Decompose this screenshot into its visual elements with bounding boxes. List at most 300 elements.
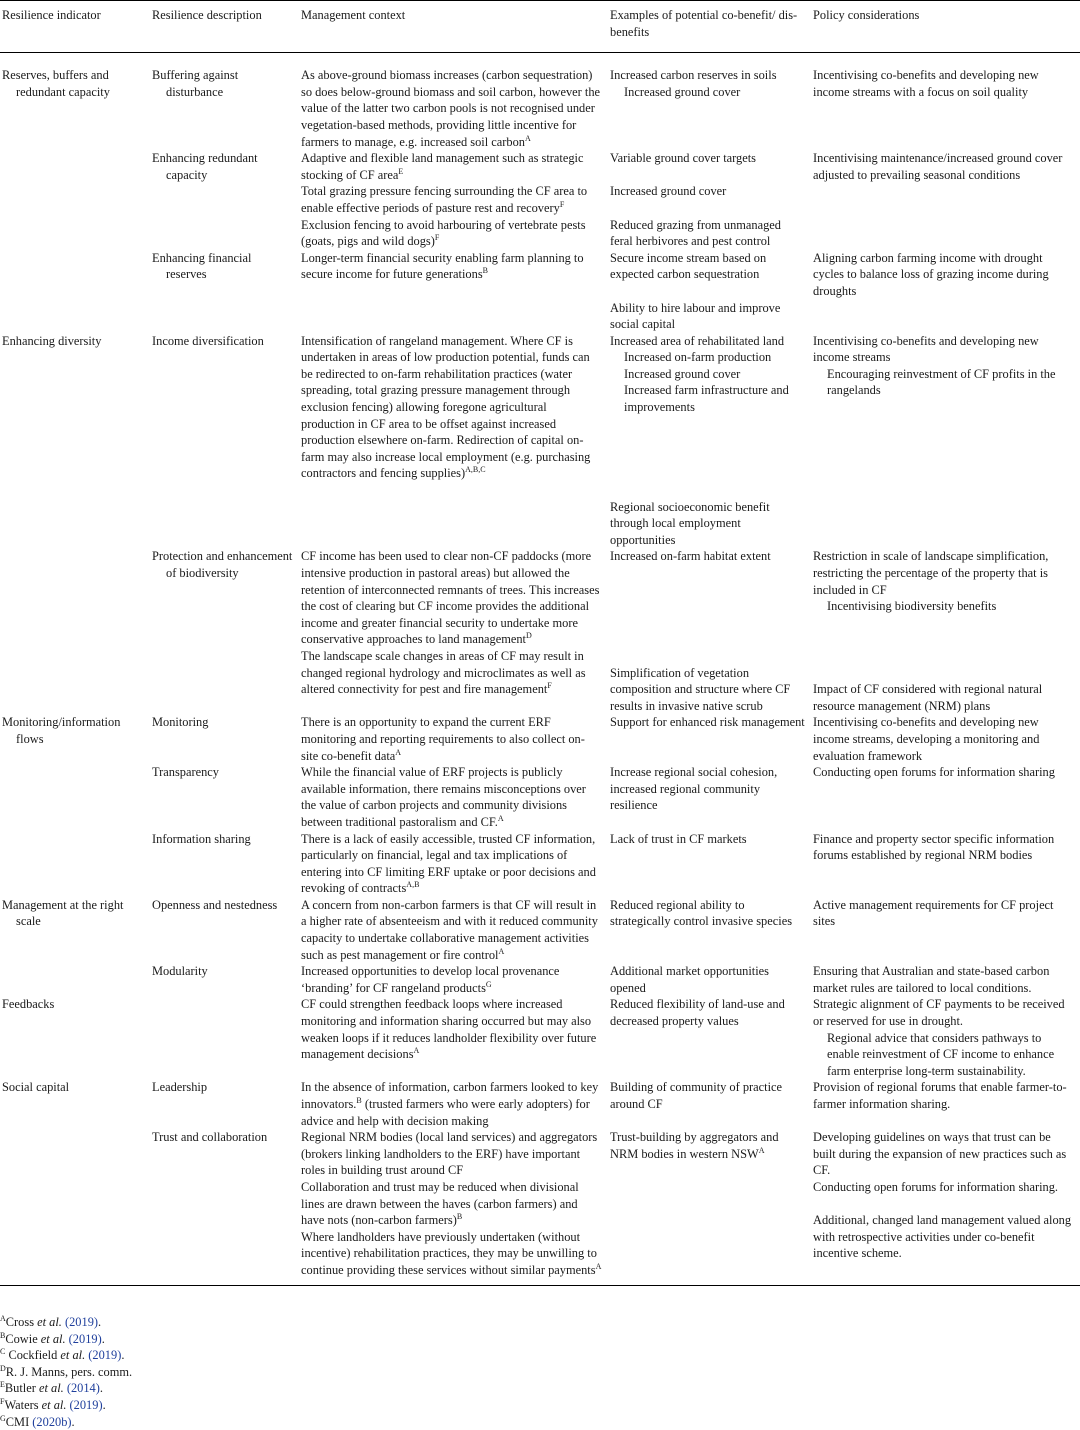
cell-paragraph <box>152 333 293 350</box>
cell-paragraph <box>152 548 293 581</box>
cell-text: Conducting open forums for information sharing. <box>813 1179 1059 1194</box>
footnote-marker: A,B,C <box>465 465 486 475</box>
cell-text: Secure income stream based on expected carbon sequestration <box>610 250 767 282</box>
cell-paragraph <box>610 831 805 848</box>
cell-paragraph <box>813 548 1074 598</box>
cell-paragraph <box>610 67 805 84</box>
co-benefit-cell <box>608 831 811 897</box>
cell-text: Income diversification <box>152 333 264 348</box>
cell-text: Developing guidelines on ways that trust can be built during the expansion of new practices such as CF. <box>813 1130 1067 1178</box>
cell-paragraph <box>152 831 293 848</box>
cell-paragraph <box>610 565 805 582</box>
indicator-cell <box>0 996 150 1079</box>
cell-text: Reduced flexibility of land-use and decreased property values <box>610 997 785 1029</box>
footnote-year-link[interactable]: (2014) <box>63 1381 100 1396</box>
cell-paragraph <box>610 648 805 665</box>
footnote-mark: C <box>0 1347 6 1357</box>
cell-paragraph <box>610 714 805 731</box>
cell-paragraph <box>610 349 805 366</box>
cell-paragraph <box>813 1030 1074 1080</box>
cell-text: The landscape scale changes in areas of CF may result in changed regional hydrology and microclimates as well as altered connectivity for pest and fire management <box>301 648 586 697</box>
cell-paragraph <box>813 996 1074 1029</box>
header-resilience-description: Resilience description <box>150 1 299 53</box>
management-context-cell <box>299 1079 608 1129</box>
policy-cell <box>811 714 1080 764</box>
management-context-cell <box>299 764 608 830</box>
footnote-etal: et al. <box>41 1397 67 1412</box>
cell-text: Additional, changed land management valued along with retrospective activities under co-benefit incentive scheme. <box>813 1213 1072 1261</box>
policy-cell <box>811 548 1080 714</box>
co-benefit-cell <box>608 714 811 764</box>
footnote-mark: F <box>0 1396 5 1406</box>
cell-paragraph <box>610 1129 805 1162</box>
description-cell <box>150 1129 299 1285</box>
cell-paragraph <box>610 449 805 466</box>
cell-paragraph <box>813 1079 1074 1112</box>
management-context-cell <box>299 548 608 714</box>
cell-text: Buffering against disturbance <box>152 68 239 99</box>
footnotes <box>0 1314 1080 1430</box>
policy-cell <box>811 150 1080 250</box>
cell-text: Trust-building by aggregators and NRM bodies in western NSW <box>610 1130 779 1161</box>
cell-text: Protection and enhancement of biodiversity <box>152 549 293 580</box>
cell-paragraph <box>301 897 602 963</box>
cell-paragraph <box>610 548 805 565</box>
cell-paragraph <box>813 333 1074 366</box>
cell-text: Conducting open forums for information sharing <box>813 765 1055 780</box>
footnote-marker: B <box>456 1212 463 1222</box>
cell-paragraph <box>301 250 602 283</box>
indicator-cell <box>0 897 150 963</box>
management-context-cell <box>299 831 608 897</box>
footnote-mark: G <box>0 1413 6 1423</box>
management-context-cell <box>299 1129 608 1285</box>
cell-text: Building of community of practice around CF <box>610 1080 783 1111</box>
cell-paragraph <box>610 615 805 632</box>
cell-text: Increased opportunities to develop local provenance ‘branding’ for CF rangeland products <box>301 964 560 995</box>
table-row <box>0 897 1080 963</box>
management-context-cell <box>299 250 608 333</box>
table-row <box>0 1079 1080 1129</box>
cell-paragraph <box>610 333 805 350</box>
header-policy-considerations: Policy considerations <box>811 1 1080 53</box>
cell-text: Enhancing redundant capacity <box>152 151 258 182</box>
cell-paragraph <box>301 1129 602 1179</box>
cell-text: Total grazing pressure fencing surrounding the CF area to enable effective periods of pasture rest and recovery <box>301 184 588 215</box>
footnote-marker: F <box>434 233 440 242</box>
cell-paragraph <box>301 1079 602 1129</box>
cell-paragraph <box>813 366 1074 399</box>
footnote-item <box>0 1314 1080 1331</box>
cell-paragraph <box>301 764 602 830</box>
footnote-author: CMI <box>5 1414 33 1429</box>
co-benefit-cell <box>608 333 811 549</box>
cell-paragraph <box>610 996 805 1029</box>
cell-paragraph <box>610 665 805 715</box>
cell-paragraph <box>813 681 1074 714</box>
cell-paragraph <box>610 1079 805 1112</box>
cell-paragraph <box>2 714 144 747</box>
cell-paragraph <box>610 432 805 449</box>
policy-cell <box>811 53 1080 150</box>
table-row <box>0 1129 1080 1285</box>
footnote-item <box>0 1380 1080 1397</box>
footnote-author: Cross <box>5 1315 38 1329</box>
indicator-cell <box>0 1129 150 1285</box>
footnote-marker: G <box>485 979 492 989</box>
cell-paragraph <box>301 648 602 698</box>
cell-paragraph <box>813 665 1074 682</box>
cell-paragraph <box>301 333 602 482</box>
cell-text: Increased farm infrastructure and improvements <box>624 383 789 415</box>
cell-text: Ensuring that Australian and state-based carbon market rules are tailored to local conditions. <box>813 964 1050 995</box>
cell-text: Transparency <box>152 765 219 780</box>
footnote-author: Butler <box>4 1381 39 1396</box>
cell-text: Enhancing diversity <box>2 333 102 348</box>
cell-text: Finance and property sector specific information forums established by regional NRM bodies <box>813 831 1055 863</box>
footnote-mark: B <box>0 1330 6 1340</box>
cell-paragraph <box>813 631 1074 648</box>
cell-text: Collaboration and trust may be reduced when divisional lines are drawn between the haves (carbon farmers) and have nots (non-carbon farmers) <box>301 1179 579 1228</box>
indicator-cell <box>0 333 150 549</box>
cell-paragraph <box>2 67 144 100</box>
cell-paragraph <box>610 283 805 300</box>
description-cell <box>150 714 299 764</box>
footnote-item <box>0 1331 1080 1348</box>
description-cell <box>150 548 299 714</box>
description-cell <box>150 963 299 996</box>
cell-text: Monitoring/information flows <box>2 715 121 746</box>
footnote-author: R. J. Manns, pers. comm. <box>5 1364 133 1379</box>
header-co-benefits: Examples of potential co-benefit/ dis-benefits <box>608 1 811 53</box>
cell-text: Regional socioeconomic benefit through local employment opportunities <box>610 499 770 547</box>
header-resilience-indicator: Resilience indicator <box>0 1 150 53</box>
footnote-year-link[interactable]: (2020b) <box>32 1414 72 1429</box>
cell-paragraph <box>152 764 293 781</box>
cell-text: Reserves, buffers and redundant capacity <box>2 68 110 99</box>
cell-paragraph <box>610 200 805 217</box>
footnote-mark: A <box>0 1313 6 1323</box>
cell-text: Increased on-farm habitat extent <box>610 549 771 564</box>
footnote-end: . <box>102 1397 106 1412</box>
table-row <box>0 764 1080 830</box>
cell-text: Increase regional social cohesion, increased regional community resilience <box>610 765 778 813</box>
cell-text: Additional market opportunities opened <box>610 964 769 995</box>
cell-text: Incentivising maintenance/increased ground cover adjusted to prevailing seasonal conditions <box>813 151 1063 182</box>
cell-text: Impact of CF considered with regional natural resource management (NRM) plans <box>813 682 1043 713</box>
cell-paragraph <box>2 333 144 350</box>
cell-text: A concern from non-carbon farmers is that CF will result in a higher rate of absenteeism and with it reduced community capacity to undertake collaborative management activities such as pest management or fire control <box>301 897 598 962</box>
cell-paragraph <box>301 67 602 150</box>
cell-paragraph <box>152 963 293 980</box>
header-management-context: Management context <box>299 1 608 53</box>
footnote-year-link[interactable]: (2019) <box>66 1397 103 1412</box>
description-cell <box>150 764 299 830</box>
cell-text: Increased ground cover <box>610 184 727 199</box>
cell-text: Increased area of rehabilitated land <box>610 333 785 348</box>
cell-paragraph <box>301 714 602 764</box>
cell-text: As above-ground biomass increases (carbon sequestration) so does below-ground biomass and soil carbon, however the value of the latter two carbon pools is not recognised under vegetation-based methods, providing little incentive for farmers to manage, e.g. increased soil carbon <box>301 68 601 149</box>
cell-text: Increased on-farm production <box>624 350 772 365</box>
co-benefit-cell <box>608 963 811 996</box>
cell-paragraph <box>813 67 1074 100</box>
footnote-etal: et al. <box>38 1381 64 1396</box>
cell-paragraph <box>152 1129 293 1146</box>
footnote-marker: F <box>559 199 565 209</box>
cell-text: Exclusion fencing to avoid harbouring of vertebrate pests (goats, pigs and wild dogs) <box>301 217 586 249</box>
footnote-marker: A <box>413 1046 420 1056</box>
policy-cell <box>811 996 1080 1079</box>
cell-paragraph <box>610 963 805 996</box>
footnote-marker: F <box>547 681 552 691</box>
table-row <box>0 714 1080 764</box>
indicator-cell <box>0 150 150 250</box>
cell-text: Incentivising co-benefits and developing new income streams with a focus on soil quality <box>813 68 1039 99</box>
cell-paragraph <box>301 963 602 996</box>
cell-text: Monitoring <box>152 715 209 730</box>
footnote-etal: et al. <box>37 1315 62 1329</box>
policy-cell <box>811 963 1080 996</box>
cell-paragraph <box>813 615 1074 632</box>
description-cell <box>150 150 299 250</box>
footnote-author: Waters <box>4 1397 42 1412</box>
co-benefit-cell <box>608 53 811 150</box>
cell-text: Reduced grazing from unmanaged feral herbivores and pest control <box>610 217 781 249</box>
cell-paragraph <box>610 631 805 648</box>
footnote-end: . <box>98 1315 102 1329</box>
table-row <box>0 150 1080 250</box>
footnote-marker: A <box>497 813 504 823</box>
footnote-item <box>0 1347 1080 1364</box>
cell-paragraph <box>610 499 805 549</box>
footnote-marker: B <box>482 266 488 276</box>
co-benefit-cell <box>608 897 811 963</box>
policy-cell <box>811 250 1080 333</box>
policy-cell <box>811 764 1080 830</box>
cell-text: Reduced regional ability to strategically control invasive species <box>610 897 793 929</box>
cell-text: Active management requirements for CF project sites <box>813 897 1054 929</box>
co-benefit-cell <box>608 764 811 830</box>
policy-cell <box>811 1129 1080 1285</box>
cell-paragraph <box>610 366 805 383</box>
cell-paragraph <box>152 1079 293 1096</box>
policy-cell <box>811 1079 1080 1129</box>
cell-text: Aligning carbon farming income with drought cycles to balance loss of grazing income during droughts <box>813 250 1049 298</box>
cell-paragraph <box>610 465 805 482</box>
table-row <box>0 53 1080 150</box>
cell-paragraph <box>813 1212 1074 1262</box>
co-benefit-cell <box>608 1079 811 1129</box>
cell-paragraph <box>610 598 805 615</box>
footnote-end: . <box>71 1414 75 1429</box>
cell-paragraph <box>610 217 805 250</box>
cell-text: Incentivising biodiversity benefits <box>827 599 997 614</box>
footnote-marker: E <box>398 166 404 176</box>
cell-paragraph <box>2 1079 144 1096</box>
cell-text: While the financial value of ERF projects is publicly available information, there remains misconceptions over the value of carbon projects and community divisions between traditional pastoralism and CF. <box>301 765 586 829</box>
description-cell <box>150 250 299 333</box>
cell-text: Management at the right scale <box>2 897 124 929</box>
cell-paragraph <box>610 167 805 184</box>
cell-text: Regional NRM bodies (local land services) and aggregators (brokers linking landholders to the ERF) have important roles in building trust around CF <box>301 1130 598 1178</box>
cell-text: Encouraging reinvestment of CF profits in the rangelands <box>827 366 1056 398</box>
cell-text: Feedbacks <box>2 997 55 1012</box>
cell-text: Enhancing financial reserves <box>152 250 252 282</box>
management-context-cell <box>299 963 608 996</box>
cell-paragraph <box>610 150 805 167</box>
footnote-mark: E <box>0 1380 5 1390</box>
description-cell <box>150 1079 299 1129</box>
cell-paragraph <box>301 548 602 648</box>
indicator-cell <box>0 764 150 830</box>
cell-text: Variable ground cover targets <box>610 151 756 166</box>
cell-paragraph <box>152 714 293 731</box>
cell-paragraph <box>610 897 805 930</box>
table-row <box>0 996 1080 1079</box>
cell-text: Ability to hire labour and improve social capital <box>610 300 781 332</box>
cell-text: Increased ground cover <box>624 366 741 381</box>
indicator-cell <box>0 250 150 333</box>
cell-text: Modularity <box>152 964 208 979</box>
cell-paragraph <box>813 598 1074 615</box>
co-benefit-cell <box>608 1129 811 1285</box>
cell-paragraph <box>813 1129 1074 1179</box>
cell-paragraph <box>813 150 1074 183</box>
cell-paragraph <box>152 250 293 283</box>
table-header-row <box>0 1 1080 53</box>
cell-paragraph <box>301 996 602 1062</box>
management-context-cell <box>299 996 608 1079</box>
cell-text: Social capital <box>2 1080 70 1095</box>
cell-text: Incentivising co-benefits and developing new income streams <box>813 333 1039 365</box>
cell-paragraph <box>152 150 293 183</box>
cell-paragraph <box>610 300 805 333</box>
cell-paragraph <box>610 416 805 433</box>
description-cell <box>150 897 299 963</box>
footnote-year-link[interactable]: (2019) <box>61 1315 99 1329</box>
cell-paragraph <box>813 1179 1074 1196</box>
management-context-cell <box>299 714 608 764</box>
indicator-cell <box>0 53 150 150</box>
policy-cell <box>811 897 1080 963</box>
cell-paragraph <box>301 217 602 250</box>
cell-paragraph <box>813 764 1074 781</box>
table-row <box>0 963 1080 996</box>
cell-text: Where landholders have previously undertaken (without incentive) rehabilitation practices, they may be unwilling to continue providing these services without similar payments <box>301 1229 597 1277</box>
cell-text: Simplification of vegetation composition and structure where CF results in invasive native scrub <box>610 665 791 713</box>
cell-text: Adaptive and flexible land management such as strategic stocking of CF area <box>301 151 584 182</box>
cell-paragraph <box>610 582 805 599</box>
cell-paragraph <box>152 67 293 100</box>
cell-paragraph <box>813 897 1074 930</box>
cell-text: Intensification of rangeland management. Where CF is undertaken in areas of low production potential, funds can be redirected to on-farm rehabilitation practices (water spreading, total grazing pressure management through exclusion fencing) allowing foregone agricultural production in CF area to be offset against increased production elsewhere on-farm. Redirection of capital on-farm may also increase local employment (e.g. purchasing contractors and fencing supplies) <box>301 333 591 481</box>
cell-text: Leadership <box>152 1080 208 1095</box>
footnote-marker: A <box>524 133 531 143</box>
cell-text: Information sharing <box>152 831 251 846</box>
cell-text: CF income has been used to clear non-CF paddocks (more intensive production in pastoral areas) but allowed the retention of interconnected remnants of trees. This increases the cost of clearing but CF income provides the additional income and greater financial security to undertake more conservative approaches to land management <box>301 549 600 647</box>
cell-paragraph <box>610 764 805 814</box>
cell-text: Lack of trust in CF markets <box>610 831 747 846</box>
cell-text: Support for enhanced risk management <box>610 715 805 730</box>
indicator-cell <box>0 963 150 996</box>
cell-text: Strategic alignment of CF payments to be received or reserved for use in drought. <box>813 997 1065 1029</box>
footnote-marker: D <box>526 631 532 641</box>
cell-paragraph <box>301 1179 602 1229</box>
footnote-item <box>0 1397 1080 1414</box>
management-context-cell <box>299 53 608 150</box>
table-row <box>0 548 1080 714</box>
footnote-year-link[interactable]: (2019) <box>65 1331 102 1346</box>
footnote-marker: A,B <box>406 880 420 890</box>
footnote-end: . <box>121 1348 125 1363</box>
footnote-etal: et al. <box>40 1331 66 1346</box>
footnote-mark: D <box>0 1363 6 1373</box>
cell-paragraph <box>610 84 805 101</box>
cell-paragraph <box>2 996 144 1013</box>
cell-text: Longer-term financial security enabling farm planning to secure income for future generations <box>301 250 584 282</box>
cell-paragraph <box>301 1229 602 1279</box>
cell-paragraph <box>813 250 1074 300</box>
cell-paragraph <box>301 831 602 897</box>
footnote-marker: A <box>498 946 505 956</box>
footnote-author: Cowie <box>5 1331 41 1346</box>
footnote-marker: A <box>758 1145 765 1155</box>
description-cell <box>150 333 299 549</box>
management-context-cell <box>299 333 608 549</box>
co-benefit-cell <box>608 996 811 1079</box>
footnote-marker: A <box>395 747 402 757</box>
footnote-item <box>0 1364 1080 1381</box>
co-benefit-cell <box>608 250 811 333</box>
description-cell <box>150 53 299 150</box>
cell-paragraph <box>813 714 1074 764</box>
cell-text: Trust and collaboration <box>152 1130 268 1145</box>
table-row <box>0 333 1080 549</box>
cell-text: Restriction in scale of landscape simplification, restricting the percentage of the property that is included in CF <box>813 549 1049 597</box>
management-context-cell <box>299 897 608 963</box>
cell-text: There is a lack of easily accessible, trusted CF information, particularly on financial, legal and tax implications of entering into CF limiting ERF uptake or poor decisions and revoking of contracts <box>301 831 596 896</box>
cell-paragraph <box>610 250 805 283</box>
cell-text: In the absence of information, carbon farmers looked to key innovators. <box>301 1080 599 1111</box>
cell-paragraph <box>813 648 1074 665</box>
footnote-etal: et al. <box>60 1348 86 1363</box>
description-cell <box>150 996 299 1079</box>
table-row <box>0 250 1080 333</box>
indicator-cell <box>0 548 150 714</box>
co-benefit-cell <box>608 548 811 714</box>
indicator-cell <box>0 714 150 764</box>
footnote-year-link[interactable]: (2019) <box>85 1348 122 1363</box>
cell-paragraph <box>813 963 1074 996</box>
indicator-cell <box>0 831 150 897</box>
footnote-marker: B <box>356 1095 362 1105</box>
cell-text: Incentivising co-benefits and developing new income streams, developing a monitoring and evaluation framework <box>813 715 1040 763</box>
cell-text: (trusted farmers who were early adopters) for advice and help with decision making <box>301 1097 590 1128</box>
indicator-cell <box>0 1079 150 1129</box>
cell-text: Regional advice that considers pathways to enable reinvestment of CF income to enhance farm enterprise long-term sustainability. <box>827 1030 1055 1078</box>
cell-text: Openness and nestedness <box>152 897 278 912</box>
cell-paragraph <box>152 897 293 914</box>
policy-cell <box>811 333 1080 549</box>
cell-paragraph <box>610 183 805 200</box>
cell-text: There is an opportunity to expand the current ERF monitoring and reporting requirements to also collect on-site co-benefit data <box>301 715 585 763</box>
cell-text: Increased ground cover <box>624 84 741 99</box>
footnote-marker: A <box>595 1261 602 1271</box>
footnote-end: . <box>99 1381 103 1396</box>
cell-text: CF could strengthen feedback loops where increased monitoring and information sharing occurred but may also weaken loops if it reduces landholder flexibility over future management decisions <box>301 997 597 1062</box>
cell-paragraph <box>301 150 602 183</box>
cell-paragraph <box>813 831 1074 864</box>
